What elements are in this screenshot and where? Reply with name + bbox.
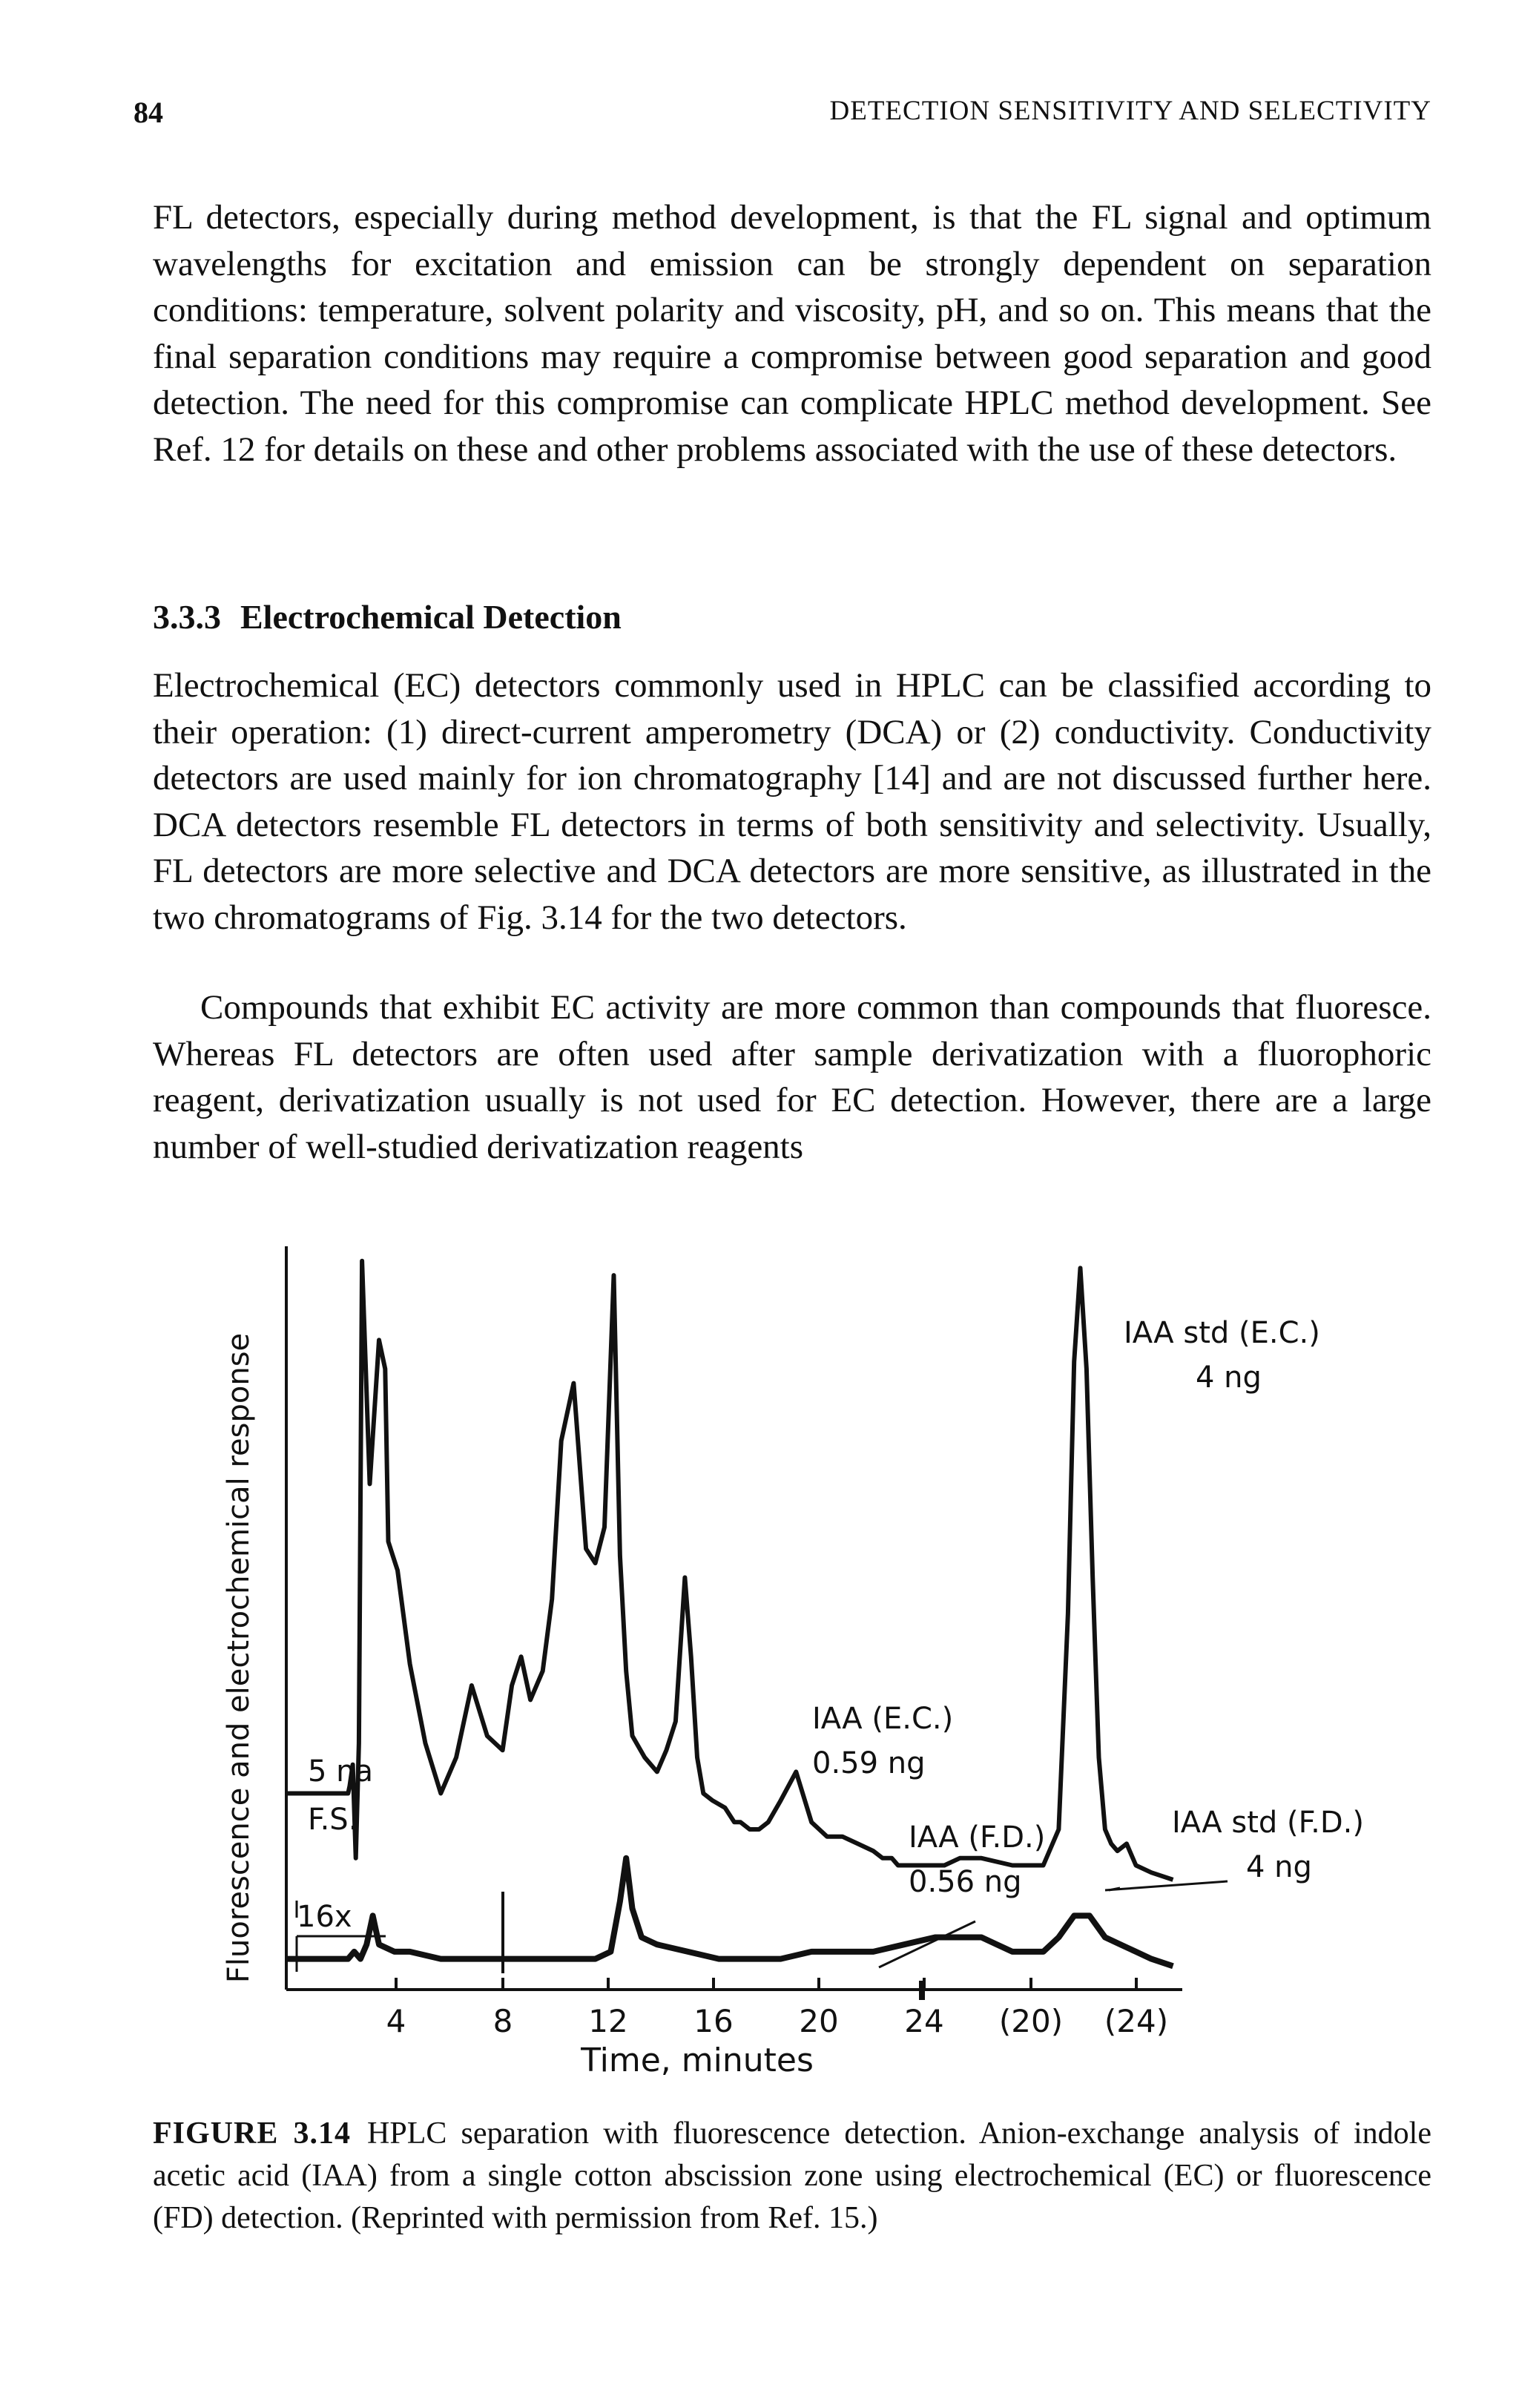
iaa-std-ec-label: IAA std (E.C.) <box>1124 1316 1320 1350</box>
figure-label: FIGURE 3.14 <box>153 2116 351 2151</box>
figure-caption <box>153 2113 1431 2240</box>
iaa-fd-amount: 0.56 ng <box>909 1865 1022 1899</box>
fs-scale-label: 5 na <box>308 1754 374 1789</box>
page-header <box>134 95 1431 139</box>
y-axis-label: Fluorescence and electrochemical response <box>222 1332 256 1984</box>
x-axis-label: Time, minutes <box>581 2042 814 2079</box>
x-tick-label: 4 <box>386 2003 406 2039</box>
section-heading <box>153 597 641 636</box>
x-tick-label: 20 <box>799 2003 839 2039</box>
section-number: 3.3.3 <box>153 598 221 636</box>
fs-unit-label: F.S. <box>308 1803 358 1837</box>
x-tick-label: 12 <box>588 2003 628 2039</box>
x-tick-label: 24 <box>904 2003 944 2039</box>
paragraph-ec-compounds: Compounds that exhibit EC activity are more common than compounds that fluoresce. Whereas FL detectors are often used after sample derivatization with a fluorophoric reagent, derivatization usually is not used for EC detection. However, there are a large number of well-studied derivatization reagents <box>153 988 1431 1166</box>
caption-text: HPLC separation with fluorescence detection. Anion-exchange analysis of indole acetic acid (IAA) from a single cotton abscission zone using electrochemical (EC) or fluorescence (FD) detection. (Reprinted with permission from Ref. 15.) <box>153 2116 1431 2235</box>
fd-trace <box>286 1858 1173 1967</box>
chromatogram-chart <box>0 1224 1519 2114</box>
x-tick-label: 8 <box>492 2003 513 2039</box>
iaa-std-ec-amount: 4 ng <box>1196 1361 1262 1395</box>
figure-3-14 <box>0 1224 1519 2114</box>
paragraph-fl-detectors: FL detectors, especially during method development, is that the FL signal and optimum wavelengths for excitation and emission can be strongly dependent on separation conditions: temperature, solvent polarity and viscosity, pH, and so on. This means that the final separation conditions may require a compromise between good separation and good detection. The need for this compromise can complicate HPLC method development. See Ref. 12 for details on these and other problems associated with the use of these detectors. <box>153 198 1431 469</box>
section-title: Electrochemical Detection <box>240 598 622 636</box>
paragraph-ec-detectors: Electrochemical (EC) detectors commonly used in HPLC can be classified according to their operation: (1) direct-current amperometry (DCA) or (2) conductivity. Conductivity detectors are used mainly for ion chromatography [14] and are not discussed further here. DCA detectors resemble FL detectors in terms of both sensitivity and selectivity. Usually, FL detectors are more selective and DCA detectors are more sensitive, as illustrated in the two chromatograms of Fig. 3.14 for the two detectors. <box>153 666 1431 937</box>
x-tick-label: (24) <box>1104 2003 1169 2039</box>
iaa-ec-amount: 0.59 ng <box>812 1746 926 1780</box>
iaa-std-fd-amount: 4 ng <box>1246 1850 1312 1884</box>
iaa-ec-label: IAA (E.C.) <box>812 1702 954 1736</box>
x-tick-label: 16 <box>693 2003 734 2039</box>
std-fd-pointer <box>1105 1881 1228 1890</box>
ec-trace <box>286 1261 1173 1880</box>
iaa-fd-label: IAA (F.D.) <box>909 1820 1046 1855</box>
x-tick-label: (20) <box>998 2003 1064 2039</box>
running-head: DETECTION SENSITIVITY AND SELECTIVITY <box>829 96 1431 126</box>
x-ticks <box>386 1978 1168 2039</box>
gain-label: 16x <box>297 1900 352 1934</box>
iaa-std-fd-label: IAA std (F.D.) <box>1172 1806 1365 1840</box>
page-number: 84 <box>134 96 163 129</box>
